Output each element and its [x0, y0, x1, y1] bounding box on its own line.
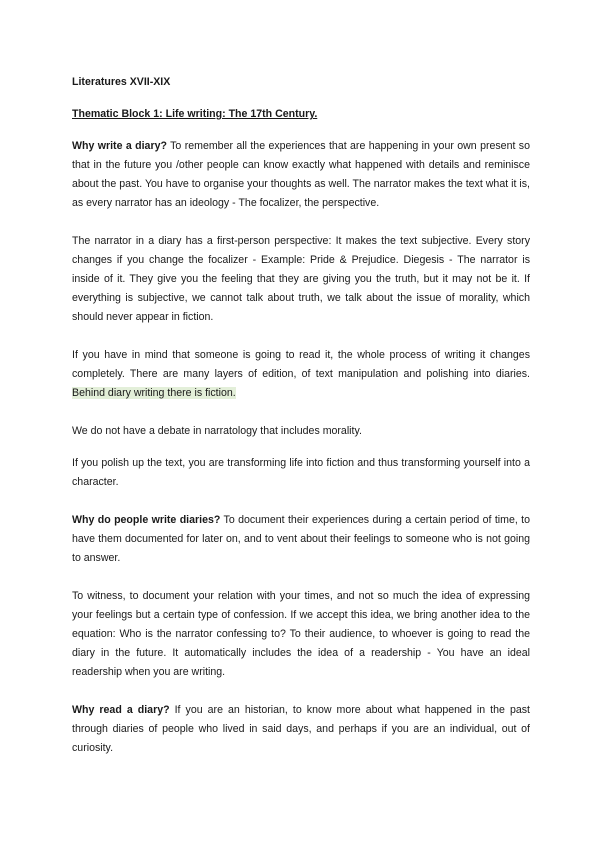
paragraph-polish: If you polish up the text, you are transforming life into fiction and thus transforming yourself into a character. [72, 457, 530, 488]
paragraph-why-people [72, 511, 530, 568]
paragraph-debate: We do not have a debate in narratology that includes morality. [72, 425, 362, 437]
paragraph-lead: Why write a diary? [72, 140, 167, 152]
highlighted-text: Behind diary writing there is fiction. [72, 387, 236, 399]
paragraph-lead: Why read a diary? [72, 704, 170, 716]
paragraph-lead: Why do people write diaries? [72, 514, 221, 526]
paragraph-narrator: The narrator in a diary has a first-person perspective: It makes the text subjective. Every story changes if you change the focalizer - Example: Pride & Prejudice. Diegesis - The narrator is inside of it. They give you the feeling that they are giving you the truth, but it may not be it. If everything is subjective, we cannot talk about truth, we talk about the issue of morality, which should never appear in fiction. [72, 235, 530, 323]
paragraph-text: To remember all the experiences that are happening in your own present so that in the future you /other people can know exactly what happened with details and reminisce about the past. You have to organise your thoughts as well. The narrator makes the text what it is, as every narrator has an ideology - The focalizer, the perspective. [72, 140, 530, 209]
paragraph-why-read [72, 701, 530, 758]
paragraph-witness: To witness, to document your relation with your times, and not so much the idea of expressing your feelings but a certain type of confession. If we accept this idea, we bring another idea to the equation: Who is the narrator confessing to? To their audience, to whoever is going to read the diary in the future. It automatically includes the idea of a readership - You have an ideal readership when you are writing. [72, 590, 530, 678]
paragraph-text: If you have in mind that someone is going to read it, the whole process of writing it changes completely. There are many layers of edition, of text manipulation and polishing into diaries. [72, 349, 530, 380]
thematic-block-title: Thematic Block 1: Life writing: The 17th Century. [72, 108, 318, 120]
paragraph-text: If you are an historian, to know more about what happened in the past through diaries of people who lived in said days, and perhaps if you are an individual, out of curiosity. [72, 704, 530, 754]
paragraph-why-write [72, 137, 530, 213]
paragraph-reading [72, 346, 530, 403]
paragraph-text: To document their experiences during a certain period of time, to have them documented for later on, and to vent about their feelings to someone who is not going to answer. [72, 514, 530, 564]
document-heading: Literatures XVII-XIX [72, 76, 171, 88]
